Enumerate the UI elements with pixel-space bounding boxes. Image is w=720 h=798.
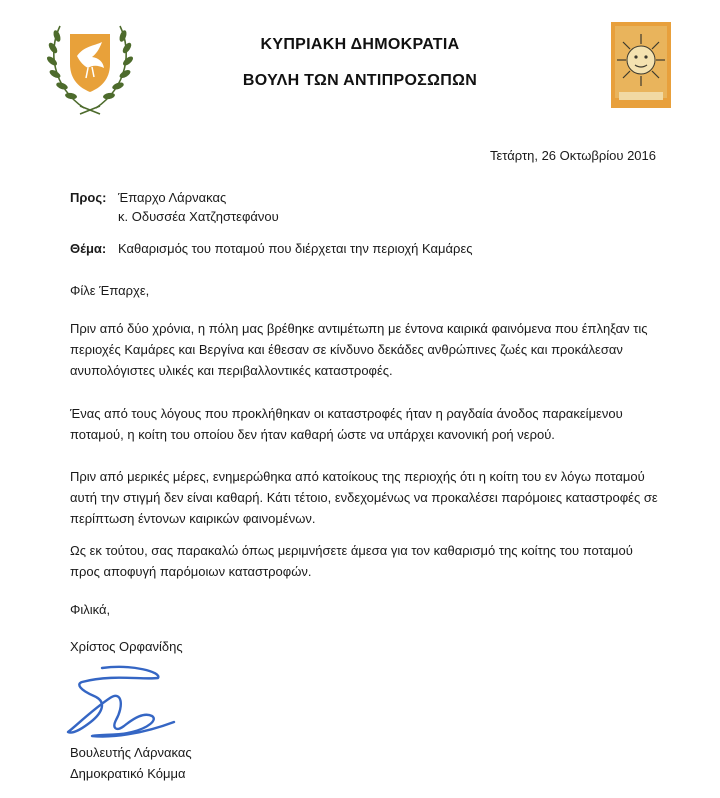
subject-label: Θέμα: bbox=[70, 241, 107, 256]
letter-date: Τετάρτη, 26 Οκτωβρίου 2016 bbox=[490, 148, 656, 163]
subject-block bbox=[70, 241, 473, 256]
sun-stamp-icon bbox=[611, 22, 671, 108]
salutation: Φίλε Έπαρχε, bbox=[70, 283, 150, 298]
cyprus-coat-of-arms-icon bbox=[44, 16, 136, 116]
body-paragraph: Πριν από δύο χρόνια, η πόλη μας βρέθηκε αντιμέτωπη με έντονα καιρικά φαινόμενα που έπληξαν τις περιοχές Καμάρες και Βεργίνα και έθεσαν σε κίνδυνο δεκάδες ανθρώπινες ζωές και προκάλεσαν ανυπολόγιστες υλικές και περιβαλλοντικές καταστροφές. bbox=[70, 321, 648, 378]
recipient-label: Προς: bbox=[70, 190, 107, 205]
signer-role: Βουλευτής Λάρνακας bbox=[70, 745, 192, 760]
letterhead-parliament: ΒΟΥΛΗ ΤΩΝ ΑΝΤΙΠΡΟΣΩΠΩΝ bbox=[242, 72, 478, 89]
subject-text: Καθαρισμός του ποταμού που διέρχεται την περιοχή Καμάρες bbox=[118, 241, 473, 256]
letterhead bbox=[180, 36, 540, 90]
body-paragraph: Ένας από τους λόγους που προκλήθηκαν οι καταστροφές ήταν η ραγδαία άνοδος παρακείμενου ποταμού, η κοίτη του οποίου δεν ήταν καθαρή ώστε να υπάρχει κανονική ροή νερού. bbox=[70, 406, 623, 442]
recipient-title: Έπαρχο Λάρνακας bbox=[118, 190, 227, 205]
signer-name: Χρίστος Ορφανίδης bbox=[70, 639, 183, 654]
closing: Φιλικά, bbox=[70, 602, 111, 617]
letterhead-country: ΚΥΠΡΙΑΚΗ ΔΗΜΟΚΡΑΤΙΑ bbox=[260, 36, 460, 53]
signature-icon bbox=[62, 662, 180, 742]
recipient-name: κ. Οδυσσέα Χατζηστεφάνου bbox=[118, 209, 279, 224]
signer-party: Δημοκρατικό Κόμμα bbox=[70, 766, 186, 781]
body-paragraph: Πριν από μερικές μέρες, ενημερώθηκα από κατοίκους της περιοχής ότι η κοίτη του εν λόγω ποταμού αυτή την στιγμή δεν είναι καθαρή. Κάτι τέτοιο, ενδεχομένως να προκαλέσει παρόμοιες καταστροφές σε περίπτωση έντονων καιρικών φαινομένων. bbox=[70, 469, 658, 526]
body-paragraph: Ως εκ τούτου, σας παρακαλώ όπως μεριμνήσετε άμεσα για τον καθαρισμό της κοίτης του ποταμού προς αποφυγή παρόμοιων καταστροφών. bbox=[70, 543, 633, 579]
recipient-block bbox=[70, 188, 279, 226]
